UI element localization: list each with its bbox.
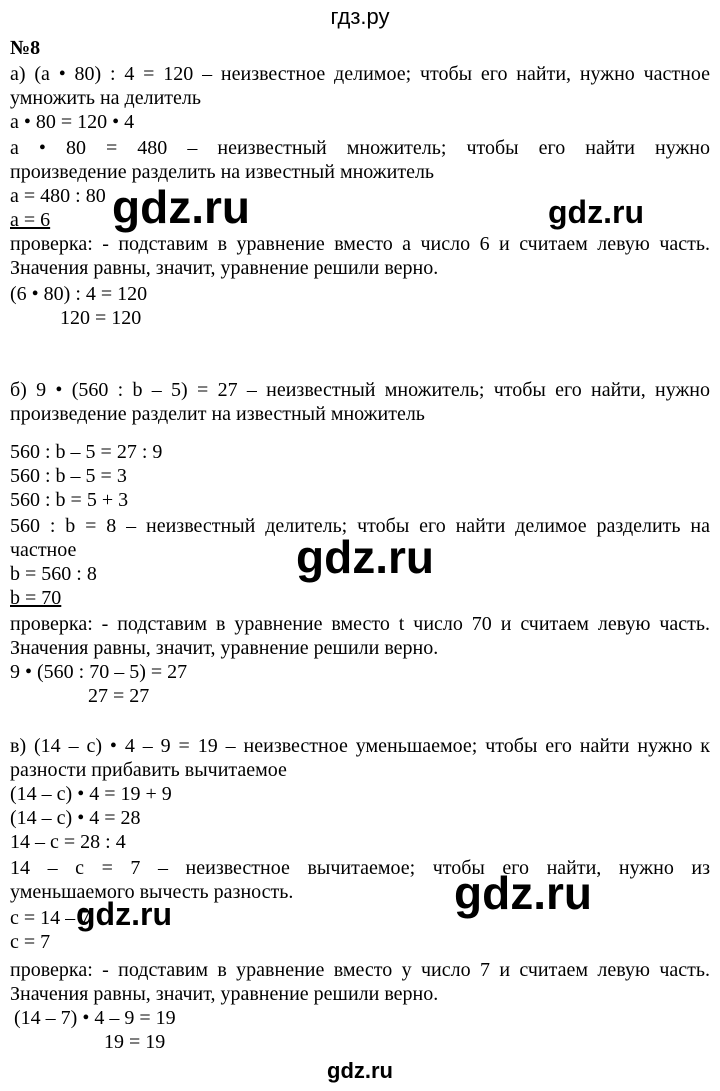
text-line: c = 7 [10, 931, 51, 953]
site-footer: gdz.ru [327, 1058, 393, 1083]
text-line: проверка: - подставим в уравнение вместо a число 6 и считаем левую часть. [10, 233, 710, 255]
text-line: 9 • (560 : 70 – 5) = 27 [10, 661, 188, 683]
text-line: (14 – c) • 4 = 19 + 9 [10, 783, 172, 805]
task-number: №8 [10, 37, 41, 59]
watermark: gdz.ru [76, 896, 172, 932]
answer-line: b = 70 [10, 587, 62, 609]
text-line: в) (14 – c) • 4 – 9 = 19 – неизвестное уменьшаемое; чтобы его найти нужно к [10, 735, 710, 757]
text-line: Значения равны, значит, уравнение решили верно. [10, 983, 439, 1005]
text-line: проверка: - подставим в уравнение вместо t число 70 и считаем левую часть. [10, 613, 710, 635]
text-line: (14 – 7) • 4 – 9 = 19 [14, 1007, 176, 1029]
answer-line: a = 6 [10, 209, 51, 231]
text-line: произведение разделит на известный множитель [10, 403, 425, 425]
text-line: а) (a • 80) : 4 = 120 – неизвестное делимое; чтобы его найти, нужно частное [10, 63, 710, 85]
text-line: частное [10, 539, 77, 561]
text-line: 14 – c = 28 : 4 [10, 831, 126, 853]
site-header: гдз.ру [330, 4, 390, 29]
text-line: б) 9 • (560 : b – 5) = 27 – неизвестный множитель; чтобы его найти, нужно [10, 379, 710, 401]
watermark: gdz.ru [548, 194, 644, 230]
text-line: a • 80 = 120 • 4 [10, 111, 135, 133]
watermark: gdz.ru [112, 181, 250, 233]
watermark: gdz.ru [296, 531, 434, 583]
text-line: 560 : b – 5 = 3 [10, 465, 127, 487]
text-line: a • 80 = 480 – неизвестный множитель; чтобы его найти нужно [10, 137, 710, 159]
text-line: 14 – c = 7 – неизвестное вычитаемое; чтобы его найти, нужно из [10, 857, 710, 879]
text-line: (6 • 80) : 4 = 120 [10, 283, 148, 305]
text-line: (14 – c) • 4 = 28 [10, 807, 141, 829]
text-line: Значения равны, значит, уравнение решили верно. [10, 637, 439, 659]
watermark: gdz.ru [454, 867, 592, 919]
text-line: Значения равны, значит, уравнение решили верно. [10, 257, 439, 279]
text-line: 120 = 120 [60, 307, 142, 329]
text-line: уменьшаемого вычесть разность. [10, 881, 294, 903]
text-line: 19 = 19 [104, 1031, 166, 1053]
text-line: b = 560 : 8 [10, 563, 97, 585]
text-line: произведение разделить на известный множитель [10, 161, 435, 183]
text-line: c = 14 – 7 [10, 907, 91, 929]
text-line: a = 480 : 80 [10, 185, 106, 207]
text-line: разности прибавить вычитаемое [10, 759, 287, 781]
text-line: умножить на делитель [10, 87, 202, 109]
text-line: 27 = 27 [88, 685, 150, 707]
text-line: 560 : b = 5 + 3 [10, 489, 129, 511]
text-line: 560 : b = 8 – неизвестный делитель; чтобы его найти делимое разделить на [10, 515, 710, 537]
text-line: 560 : b – 5 = 27 : 9 [10, 441, 163, 463]
text-line: проверка: - подставим в уравнение вместо y число 7 и считаем левую часть. [10, 959, 710, 981]
